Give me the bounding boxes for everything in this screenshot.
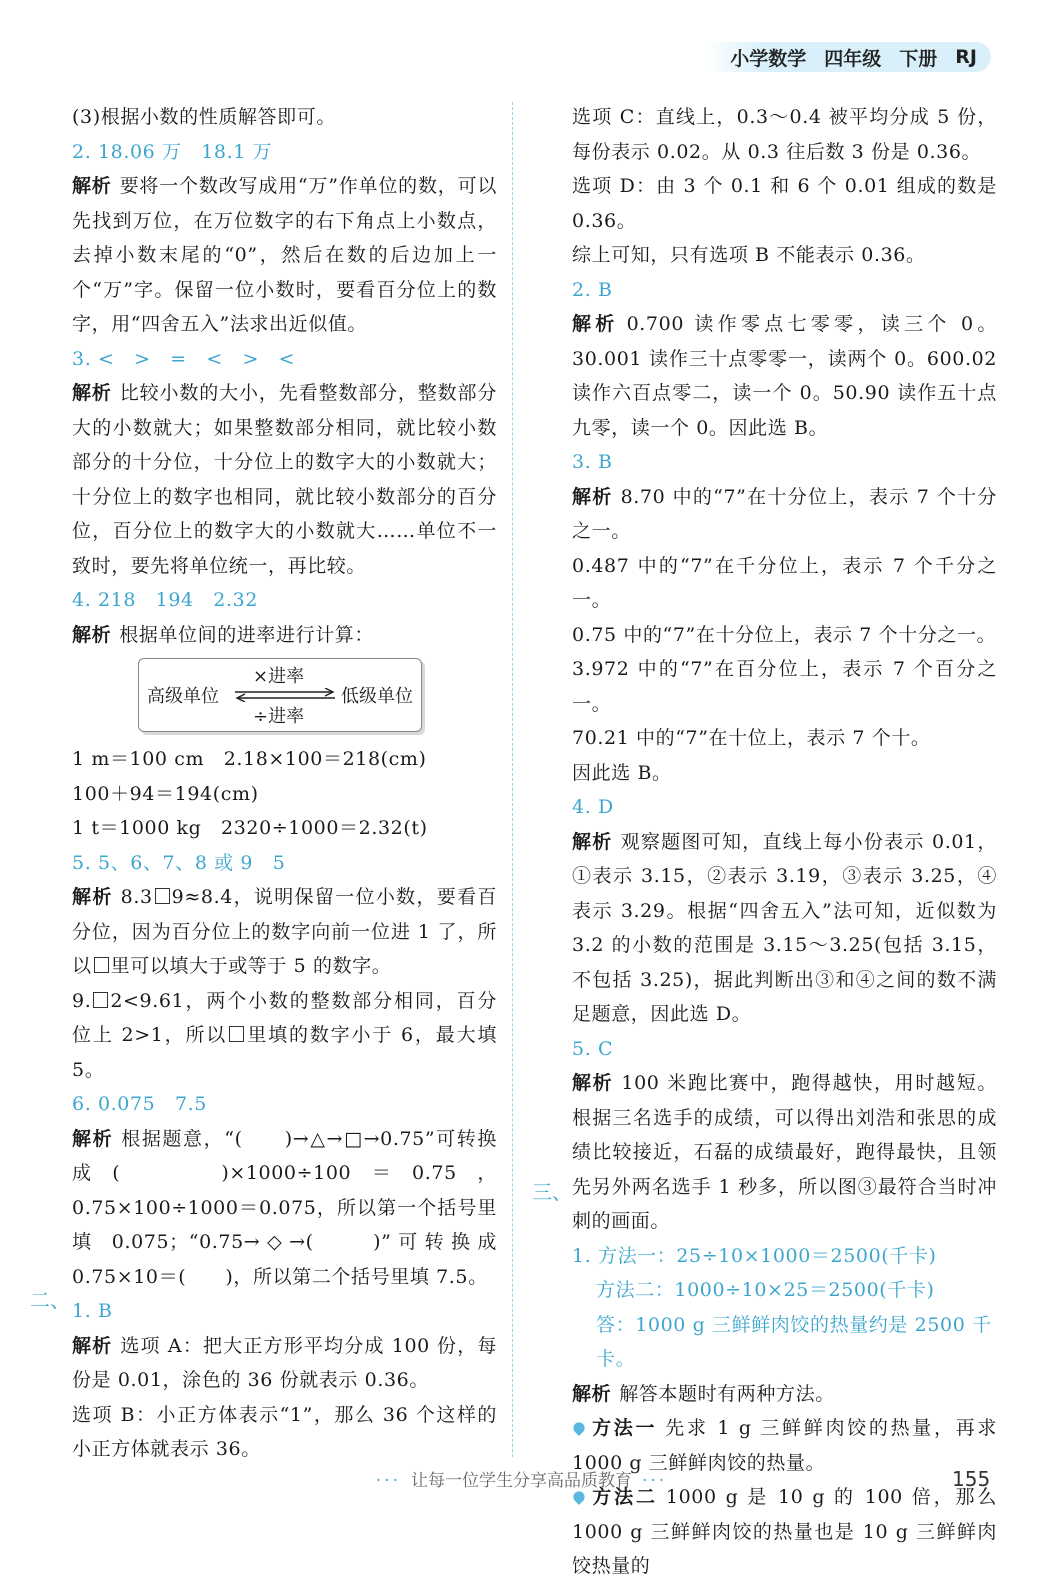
method-1-explanation: 方法一 先求 1 g 三鲜鲜肉饺的热量，再求 1000 g 三鲜鲜肉饺的热量。: [572, 1417, 997, 1474]
divide-rate-label: ÷进率: [253, 706, 305, 727]
explanation-label: 解析: [72, 175, 112, 197]
explanation-4: 解析 根据单位间的进率进行计算：: [72, 623, 375, 646]
explanation-label: 解析: [72, 1127, 114, 1150]
multiply-rate-label: ×进率: [253, 666, 305, 687]
explanation-label: 解析: [72, 623, 112, 646]
higher-unit-label: 高级单位: [147, 686, 219, 707]
explanation-line: 因此选 B。: [572, 761, 672, 784]
answer-2-5: 5. C: [572, 1037, 614, 1060]
blank-box: [93, 992, 108, 1008]
calc-line: 100＋94＝194(cm): [72, 782, 259, 805]
method-1-line: 1. 方法一：25÷10×1000＝2500(千卡): [572, 1244, 937, 1267]
method-2-explanation: 方法二 1000 g 是 10 g 的 100 倍，那么 1000 g 三鲜鲜肉饺的热量也是 10 g 三鲜鲜肉饺热量的: [572, 1486, 997, 1577]
left-column: [72, 100, 497, 1467]
explanation-3: 解析 比较小数的大小，先看整数部分，整数部分大的小数就大；如果整数部分相同，就比较小数部分的十分位，十分位上的数字大的小数就大；十分位上的数字也相同，就比较小数部分的百分位，百分位上的数字大的小数就大……单位不一致时，要先将单位统一，再比较。: [72, 382, 498, 577]
method-2-label: 方法二: [590, 1486, 658, 1508]
answer-6: 6. 0.075 7.5: [72, 1093, 207, 1115]
conclusion: 综上可知，只有选项 B 不能表示 0.36。: [572, 244, 926, 266]
note-line: (3)根据小数的性质解答即可。: [72, 106, 336, 128]
explanation-label: 解析: [572, 313, 619, 335]
explanation-line: 3.972 中的“7”在百分位上，表示 7 个百分之一。: [572, 658, 997, 715]
explanation-2: 解析 要将一个数改写成用“万”作单位的数，可以先找到万位，在万位数字的右下角点上小数点，去掉小数末尾的“0”，然后在数的后边加上一个“万”字。保留一位小数时，要看百分位上的数字，用“四舍五入”法求出近似值。: [72, 175, 497, 335]
explanation-2-1a: 解析 选项 A：把大正方形平均分成 100 份，每份是 0.01，涂色的 36 份就表示 0.36。: [72, 1334, 498, 1391]
blank-box: [229, 1026, 244, 1042]
page-number: 155: [952, 1467, 991, 1491]
explanation-3-1: 解析 解答本题时有两种方法。: [572, 1382, 835, 1405]
footer-slogan: 让每一位学生分享高品质教育: [411, 1471, 632, 1491]
answer-2-4: 4. D: [572, 796, 614, 818]
calc-line: 1 t＝1000 kg 2320÷1000＝2.32(t): [72, 817, 428, 839]
explanation-2-2: 解析 0.700 读作零点七零零，读三个 0。30.001 读作三十点零零一，读两个 0。600.02 读作六百点零二，读一个 0。50.90 读作五十点九零，读一个 0。因此选 B。: [572, 313, 998, 439]
explanation-label: 解析: [72, 382, 112, 404]
explanation-5a: 解析 8.3 9≈8.4，说明保留一位小数，要看百分位，因为百分位上的数字向前一位进 1 了，所以 里可以填大于或等于 5 的数字。: [72, 886, 498, 977]
explanation-line: 0.487 中的“7”在千分位上，表示 7 个千分之一。: [572, 554, 997, 611]
answer-5: 5. 5、6、7、8 或 9 5: [72, 851, 286, 874]
explanation-label: 解析: [572, 1382, 612, 1405]
pin-icon: [571, 1489, 587, 1505]
page-header: [706, 42, 991, 72]
explanation-6: 解析 根据题意，“( )→△→□→0.75”可转换成( )×1000÷100＝0.75，0.75×100÷1000＝0.075，所以第一个括号里填 0.075；“0.75→◇→( )”可转换成 0.75×10＝( )，所以第二个括号里填 7.5。: [72, 1127, 497, 1288]
explanation-2-5: 解析 100 米跑比赛中，跑得越快，用时越短。根据三名选手的成绩，可以得出刘浩和张思的成绩比较接近，石磊的成绩最好，跑得最快，且领先另外两名选手 1 秒多，所以图③最符合当时冲刺的画面。: [572, 1072, 997, 1232]
right-column: [572, 100, 997, 1584]
double-arrow-icon: [233, 688, 337, 702]
blank-box: [155, 888, 170, 904]
option-c: 选项 C：直线上，0.3～0.4 被平均分成 5 份，每份表示 0.02。从 0.3 往后数 3 份是 0.36。: [572, 106, 997, 163]
column-divider: [512, 102, 513, 1457]
calc-line: 1 m＝100 cm 2.18×100＝218(cm): [72, 748, 427, 770]
section-2-marker: 二、: [30, 1288, 70, 1312]
answer-2-3: 3. B: [572, 451, 613, 473]
answer-3: 3. < > = < > <: [72, 347, 296, 370]
answer-4: 4. 218 194 2.32: [72, 589, 259, 611]
page-footer: [0, 1466, 1043, 1491]
answer-2: 2. 18.06 万 18.1 万: [72, 140, 273, 163]
explanation-label: 解析: [572, 1072, 614, 1094]
method-2-line: 方法二：1000÷10×25＝2500(千卡): [596, 1279, 935, 1301]
explanation-2-4: 解析 观察题图可知，直线上每小份表示 0.01，①表示 3.15，②表示 3.19，③表示 3.25，④表示 3.29。根据“四舍五入”法可知，近似数为 3.2 的小数的范围是 3.15～3.25(包括 3.15，不包括 3.25)，据此判断出③和④之间的数不满足题意，因此选 D。: [572, 830, 997, 1025]
section-3-marker: 三、: [532, 1180, 572, 1204]
pin-icon: [571, 1420, 587, 1436]
blank-box: [94, 957, 109, 973]
answer-statement: 答：1000 g 三鲜鲜肉饺的热量约是 2500 千卡。: [596, 1313, 992, 1370]
header-subject: 小学数学: [730, 47, 807, 70]
option-d: 选项 D：由 3 个 0.1 和 6 个 0.01 组成的数是 0.36。: [572, 175, 997, 232]
lower-unit-label: 低级单位: [341, 686, 413, 707]
explanation-label: 解析: [72, 1334, 113, 1357]
answer-2-2: 2. B: [572, 278, 613, 301]
explanation-line: 0.75 中的“7”在十分位上，表示 7 个十分之一。: [572, 623, 997, 646]
explanation-5b: 9. 2<9.61，两个小数的整数部分相同，百分位上 2>1，所以 里填的数字小于 6，最大填 5。: [72, 989, 497, 1081]
explanation-2-3: 解析 8.70 中的“7”在十分位上，表示 7 个十分之一。: [572, 485, 997, 542]
explanation-line: 70.21 中的“7”在十位上，表示 7 个十。: [572, 727, 931, 749]
decorative-dots: ···: [642, 1471, 668, 1491]
decorative-dots: ···: [375, 1471, 401, 1491]
unit-conversion-diagram: [138, 658, 422, 732]
answer-2-1: 1. B: [72, 1300, 113, 1322]
header-edition: RJ: [955, 46, 977, 68]
header-volume: 下册: [899, 47, 938, 70]
explanation-label: 解析: [72, 886, 113, 908]
method-1-label: 方法一: [590, 1417, 658, 1439]
explanation-2-1b: 选项 B：小正方体表示“1”，那么 36 个这样的小正方体就表示 36。: [72, 1403, 497, 1460]
header-grade: 四年级: [824, 47, 882, 70]
explanation-label: 解析: [572, 830, 613, 853]
explanation-label: 解析: [572, 485, 613, 508]
